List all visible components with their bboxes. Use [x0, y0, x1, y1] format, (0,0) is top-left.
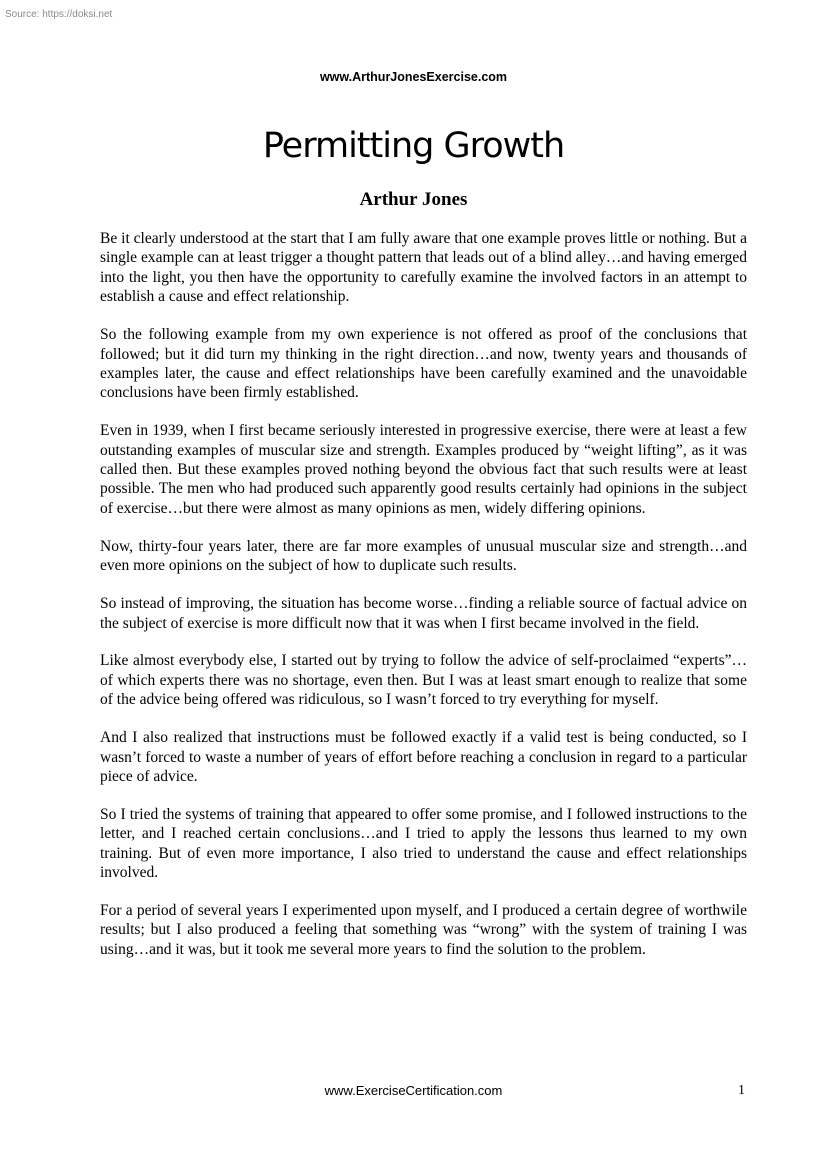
paragraph: Even in 1939, when I first became seriously interested in progressive exercise, there were at least a few outstanding examples of muscular size and strength. Examples produced by “weight lifting”, as it was called then. But these examples proved nothing beyond the obvious fact that such results were at least possible. The men who had produced such apparently good results certainly had opinions in the subject of exercise…but there were almost as many opinions as men, widely differing opinions. — [100, 422, 747, 517]
source-label: Source: https://doksi.net — [5, 9, 113, 20]
header-url: www.ArthurJonesExercise.com — [319, 70, 508, 84]
page-number: 1 — [738, 1083, 745, 1098]
article-body — [100, 229, 747, 978]
paragraph: So the following example from my own experience is not offered as proof of the conclusions that followed; but it did turn my thinking in the right direction…and now, twenty years and thousands of examples later, the cause and effect relationships have been carefully examined and the unavoidable conclusions have been firmly established. — [100, 326, 747, 402]
paragraph: Now, thirty-four years later, there are far more examples of unusual muscular size and strength…and even more opinions on the subject of how to duplicate such results. — [100, 537, 747, 575]
paragraph: So I tried the systems of training that appeared to offer some promise, and I followed instructions to the letter, and I reached certain conclusions…and I tried to apply the lessons thus learned to my own training. But of even more importance, I also tried to understand the cause and effect relationships involved. — [100, 805, 747, 882]
paragraph: Be it clearly understood at the start that I am fully aware that one example proves little or nothing. But a single example can at least trigger a thought pattern that leads out of a blind alley…and having emerged into the light, you then have the opportunity to carefully examine the involved factors in an attempt to establish a cause and effect relationship. — [100, 230, 747, 306]
footer-url: www.ExerciseCertification.com — [324, 1083, 503, 1098]
author-name: Arthur Jones — [359, 189, 468, 210]
paragraph: Like almost everybody else, I started out by trying to follow the advice of self-proclaimed “experts”…of which experts there was no shortage, even then. But I was at least smart enough to realize that some of the advice being offered was ridiculous, so I wasn’t forced to try everything for myself. — [100, 652, 747, 709]
paragraph: And I also realized that instructions must be followed exactly if a valid test is being conducted, so I wasn’t forced to waste a number of years of effort before reaching a conclusion in regard to a particular piece of advice. — [100, 729, 747, 785]
paragraph: So instead of improving, the situation has become worse…finding a reliable source of factual advice on the subject of exercise is more difficult now that it was when I first became involved in the field. — [100, 595, 747, 632]
paragraph: For a period of several years I experimented upon myself, and I produced a certain degree of worthwile results; but I also produced a feeling that something was “wrong” with the system of training I was using…and it was, but it took me several more years to find the solution to the problem. — [100, 901, 747, 958]
page-title: Permitting Growth — [262, 126, 565, 166]
